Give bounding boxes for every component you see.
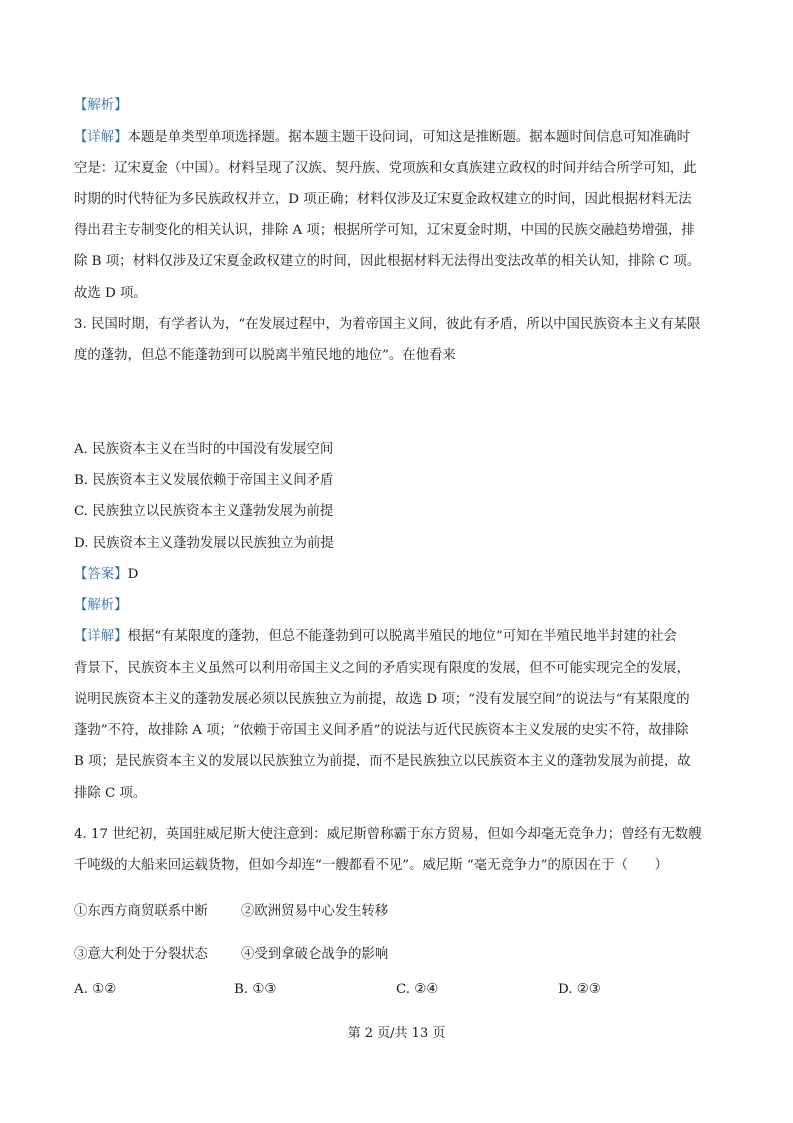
q3-option-b: B. 民族资本主义发展依赖于帝国主义间矛盾 — [74, 473, 334, 488]
analysis-line: 故选 D 项。 — [74, 286, 147, 301]
q3-option-c: C. 民族独立以民族资本主义蓬勃发展为前提 — [74, 504, 334, 519]
analysis-line: 时期的时代特征为多民族政权并立，D 项正确；材料仅涉及辽宋夏金政权建立的时间，因此根据材料无法 — [74, 192, 692, 207]
q3-analysis-line: B 项；是民族资本主义的发展以民族独立为前提，而不是民族独立以民族资本主义的蓬勃发展为前提，故 — [74, 754, 691, 769]
analysis-tag: 【解析】 — [74, 98, 128, 113]
answer-value: D — [127, 567, 139, 582]
q4-choice-d: D. ②③ — [558, 982, 601, 997]
detail-tag: 【详解】 — [74, 130, 128, 145]
q4-choice-b: B. ①③ — [234, 982, 277, 997]
q4-item-1: ①东西方商贸联系中断 — [74, 904, 208, 919]
q3-analysis-line: 说明民族资本主义的蓬勃发展必须以民族独立为前提，故选 D 项；“没有发展空间”的说法与“有某限度的 — [74, 692, 690, 707]
page-number-footer: 第 2 页/共 13 页 — [347, 1026, 446, 1041]
analysis-line: 空是：辽宋夏金（中国）。材料呈现了汉族、契丹族、党项族和女真族建立政权的时间并结合所学可知，此 — [74, 161, 697, 176]
q4-choice-c: C. ②④ — [396, 982, 439, 997]
answer-tag: 【答案】 — [74, 567, 128, 582]
q4-item-3: ③意大利处于分裂状态 — [74, 947, 208, 962]
q3-stem-line: 度的蓬勃，但总不能蓬勃到可以脱离半殖民地的地位”。在他看来 — [74, 348, 456, 363]
q3-stem-line: 3. 民国时期，有学者认为，“在发展过程中，为着帝国主义间，彼此有矛盾，所以中国民族资本主义有某限 — [74, 317, 701, 332]
analysis-text: 本题是单类型单项选择题。据本题主题干设问词，可知这是推断题。据本题时间信息可知准确时 — [127, 130, 690, 145]
q4-stem-line: 千吨级的大船来回运载货物，但如今却连“一艘都看不见”。威尼斯 “毫无竞争力”的原因在于（ ） — [74, 858, 669, 873]
q3-option-d: D. 民族资本主义蓬勃发展以民族独立为前提 — [74, 536, 334, 551]
detail-tag: 【详解】 — [74, 629, 128, 644]
q4-item-2: ②欧洲贸易中心发生转移 — [241, 904, 389, 919]
analysis-tag: 【解析】 — [74, 598, 128, 613]
q3-analysis-line: 背景下，民族资本主义虽然可以利用帝国主义之间的矛盾实现有限度的发展，但不可能实现完全的发展， — [74, 661, 690, 676]
analysis-line: 除 B 项；材料仅涉及辽宋夏金政权建立的时间，因此根据材料无法得出变法改革的相关认知，排除 C 项。 — [74, 254, 701, 269]
q4-item-4: ④受到拿破仑战争的影响 — [241, 947, 389, 962]
analysis-line: 得出君主专制变化的相关认识，排除 A 项；根据所学可知，辽宋夏金时期，中国的民族交融趋势增强，排 — [74, 223, 695, 238]
q3-option-a: A. 民族资本主义在当时的中国没有发展空间 — [74, 442, 334, 457]
q4-stem-line: 4. 17 世纪初，英国驻威尼斯大使注意到：威尼斯曾称霸于东方贸易，但如今却毫无竞争力；曾经有无数艘 — [74, 827, 702, 842]
q3-analysis-line: 排除 C 项。 — [74, 786, 147, 801]
q3-analysis-line: 蓬勃”不符，故排除 A 项；“依赖于帝国主义间矛盾”的说法与近代民族资本主义发展的史实不符，故排除 — [74, 723, 689, 738]
q4-choice-a: A. ①② — [74, 982, 117, 997]
analysis-line — [74, 129, 690, 147]
analysis-text: 根据“有某限度的蓬勃，但总不能蓬勃到可以脱离半殖民的地位”可知在半殖民地半封建的社会 — [127, 629, 677, 644]
q3-answer — [74, 566, 138, 584]
q3-analysis-line — [74, 628, 677, 646]
